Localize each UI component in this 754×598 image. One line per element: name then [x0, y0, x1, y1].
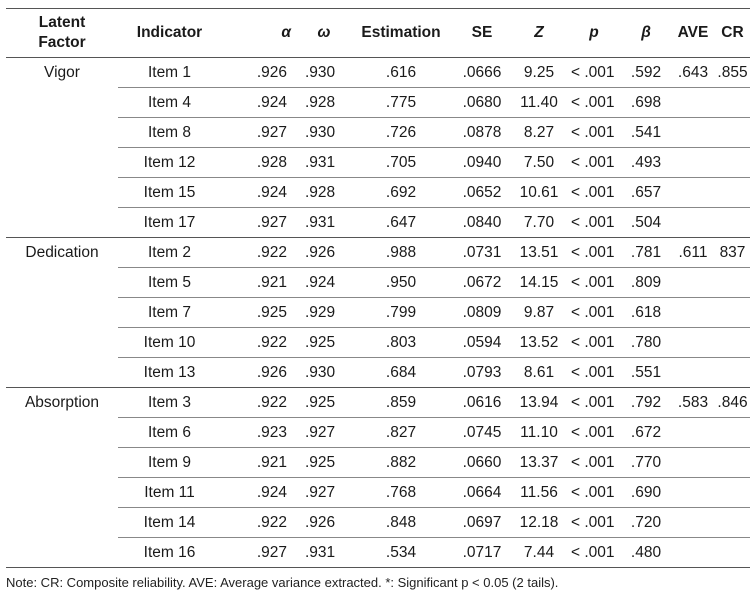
- cell-factor: [6, 358, 118, 388]
- cell-estimation: .647: [349, 208, 453, 238]
- cell-ave: [671, 268, 715, 298]
- cell-omega: .927: [299, 478, 349, 508]
- table-row: [6, 418, 750, 448]
- cell-cr: [715, 178, 750, 208]
- cell-p: < .001: [567, 58, 621, 88]
- cell-omega: .930: [299, 118, 349, 148]
- cell-z: 13.37: [511, 448, 567, 478]
- cell-z: 14.15: [511, 268, 567, 298]
- cell-factor: [6, 88, 118, 118]
- cell-z: 9.87: [511, 298, 567, 328]
- cell-beta: .720: [621, 508, 671, 538]
- cell-se: .0717: [453, 538, 511, 568]
- cell-beta: .780: [621, 328, 671, 358]
- cell-se: .0652: [453, 178, 511, 208]
- cell-p: < .001: [567, 328, 621, 358]
- cell-alpha: .928: [221, 148, 299, 178]
- header-latent-factor-line1: Latent: [38, 14, 86, 31]
- cell-alpha: .923: [221, 418, 299, 448]
- cell-indicator: Item 1: [118, 58, 221, 88]
- cell-z: 13.52: [511, 328, 567, 358]
- cell-cr: [715, 508, 750, 538]
- cell-omega: .928: [299, 88, 349, 118]
- cell-factor: [6, 418, 118, 448]
- cell-z: 7.50: [511, 148, 567, 178]
- cell-omega: .925: [299, 388, 349, 418]
- table-row: [6, 448, 750, 478]
- table-row: [6, 178, 750, 208]
- header-p: p: [567, 9, 621, 58]
- cell-p: < .001: [567, 448, 621, 478]
- cell-indicator: Item 4: [118, 88, 221, 118]
- cell-alpha: .922: [221, 508, 299, 538]
- table-row: [6, 358, 750, 388]
- cell-factor: [6, 508, 118, 538]
- cell-z: 13.51: [511, 238, 567, 268]
- table-row: [6, 298, 750, 328]
- cell-beta: .690: [621, 478, 671, 508]
- cell-alpha: .924: [221, 478, 299, 508]
- header-estimation: Estimation: [349, 9, 453, 58]
- cell-cr: [715, 358, 750, 388]
- cell-estimation: .799: [349, 298, 453, 328]
- cell-alpha: .922: [221, 238, 299, 268]
- cell-factor: [6, 148, 118, 178]
- cell-omega: .931: [299, 148, 349, 178]
- cell-estimation: .859: [349, 388, 453, 418]
- cell-factor: [6, 268, 118, 298]
- cell-estimation: .775: [349, 88, 453, 118]
- cell-se: .0664: [453, 478, 511, 508]
- cell-ave: [671, 118, 715, 148]
- cell-se: .0878: [453, 118, 511, 148]
- cell-ave: [671, 298, 715, 328]
- cell-factor: [6, 178, 118, 208]
- header-latent-factor: [6, 9, 118, 58]
- cell-indicator: Item 14: [118, 508, 221, 538]
- cell-omega: .925: [299, 448, 349, 478]
- cell-beta: .618: [621, 298, 671, 328]
- cell-omega: .925: [299, 328, 349, 358]
- cell-cr: [715, 328, 750, 358]
- cell-ave: .643: [671, 58, 715, 88]
- cell-cr: [715, 208, 750, 238]
- cell-cr: [715, 118, 750, 148]
- header-omega: ω: [299, 9, 349, 58]
- cell-indicator: Item 16: [118, 538, 221, 568]
- cell-factor: [6, 118, 118, 148]
- header-ave: AVE: [671, 9, 715, 58]
- cell-p: < .001: [567, 388, 621, 418]
- cell-cr: .855: [715, 58, 750, 88]
- cell-cr: [715, 538, 750, 568]
- cell-indicator: Item 13: [118, 358, 221, 388]
- table-body: [6, 58, 750, 568]
- cell-beta: .781: [621, 238, 671, 268]
- cell-indicator: Item 2: [118, 238, 221, 268]
- cell-p: < .001: [567, 538, 621, 568]
- cell-se: .0793: [453, 358, 511, 388]
- cell-z: 11.10: [511, 418, 567, 448]
- cell-beta: .792: [621, 388, 671, 418]
- cell-se: .0660: [453, 448, 511, 478]
- cell-alpha: .927: [221, 208, 299, 238]
- cell-omega: .926: [299, 508, 349, 538]
- cell-cr: [715, 478, 750, 508]
- cell-ave: [671, 208, 715, 238]
- cfa-results-table: [6, 8, 750, 568]
- cell-cr: [715, 268, 750, 298]
- cell-beta: .770: [621, 448, 671, 478]
- cell-beta: .698: [621, 88, 671, 118]
- cell-omega: .930: [299, 358, 349, 388]
- table-row: [6, 238, 750, 268]
- cell-alpha: .921: [221, 268, 299, 298]
- table-row: [6, 88, 750, 118]
- cell-alpha: .925: [221, 298, 299, 328]
- cell-omega: .924: [299, 268, 349, 298]
- header-se: SE: [453, 9, 511, 58]
- cell-factor: [6, 328, 118, 358]
- cell-indicator: Item 7: [118, 298, 221, 328]
- cell-estimation: .616: [349, 58, 453, 88]
- table-row: [6, 508, 750, 538]
- cell-z: 8.27: [511, 118, 567, 148]
- cell-indicator: Item 9: [118, 448, 221, 478]
- header-row: [6, 9, 750, 58]
- cell-ave: [671, 478, 715, 508]
- cell-ave: [671, 538, 715, 568]
- table-row: [6, 388, 750, 418]
- cell-p: < .001: [567, 148, 621, 178]
- cell-se: .0616: [453, 388, 511, 418]
- cell-omega: .929: [299, 298, 349, 328]
- cell-factor: [6, 448, 118, 478]
- cell-cr: [715, 148, 750, 178]
- cell-beta: .541: [621, 118, 671, 148]
- cell-omega: .927: [299, 418, 349, 448]
- cell-cr: [715, 88, 750, 118]
- cell-estimation: .848: [349, 508, 453, 538]
- cell-p: < .001: [567, 208, 621, 238]
- cell-omega: .926: [299, 238, 349, 268]
- cell-factor: [6, 298, 118, 328]
- cell-estimation: .988: [349, 238, 453, 268]
- cell-beta: .657: [621, 178, 671, 208]
- cell-indicator: Item 3: [118, 388, 221, 418]
- cell-estimation: .534: [349, 538, 453, 568]
- cell-se: .0731: [453, 238, 511, 268]
- cell-cr: [715, 418, 750, 448]
- cell-p: < .001: [567, 478, 621, 508]
- cell-beta: .504: [621, 208, 671, 238]
- cell-estimation: .768: [349, 478, 453, 508]
- cell-omega: .931: [299, 208, 349, 238]
- table-note: Note: CR: Composite reliability. AVE: Average variance extracted. *: Significant p < 0.05 (2 tails).: [6, 575, 559, 590]
- table-row: [6, 208, 750, 238]
- table-row: [6, 148, 750, 178]
- cell-estimation: .705: [349, 148, 453, 178]
- cell-cr: .846: [715, 388, 750, 418]
- cell-factor: [6, 208, 118, 238]
- cell-ave: .611: [671, 238, 715, 268]
- cell-indicator: Item 8: [118, 118, 221, 148]
- cell-se: .0940: [453, 148, 511, 178]
- cell-z: 7.70: [511, 208, 567, 238]
- cell-estimation: .950: [349, 268, 453, 298]
- cell-z: 12.18: [511, 508, 567, 538]
- cell-alpha: .926: [221, 358, 299, 388]
- cell-alpha: .922: [221, 388, 299, 418]
- cell-p: < .001: [567, 88, 621, 118]
- cell-p: < .001: [567, 118, 621, 148]
- table-header: [6, 9, 750, 58]
- cell-p: < .001: [567, 418, 621, 448]
- cell-p: < .001: [567, 508, 621, 538]
- cell-beta: .672: [621, 418, 671, 448]
- cell-alpha: .921: [221, 448, 299, 478]
- cell-estimation: .803: [349, 328, 453, 358]
- cell-estimation: .684: [349, 358, 453, 388]
- cell-ave: [671, 508, 715, 538]
- cell-se: .0745: [453, 418, 511, 448]
- cell-cr: [715, 448, 750, 478]
- cell-factor: [6, 478, 118, 508]
- cell-indicator: Item 15: [118, 178, 221, 208]
- cell-p: < .001: [567, 298, 621, 328]
- header-z: Z: [511, 9, 567, 58]
- cell-p: < .001: [567, 358, 621, 388]
- cell-indicator: Item 10: [118, 328, 221, 358]
- cell-se: .0594: [453, 328, 511, 358]
- cell-z: 11.40: [511, 88, 567, 118]
- cell-alpha: .926: [221, 58, 299, 88]
- cell-factor: Absorption: [24, 393, 100, 411]
- table-row: [6, 328, 750, 358]
- cell-indicator: Item 17: [118, 208, 221, 238]
- cell-factor: [6, 538, 118, 568]
- cell-p: < .001: [567, 178, 621, 208]
- cell-ave: .583: [671, 388, 715, 418]
- cell-se: .0666: [453, 58, 511, 88]
- cell-factor: Dedication: [25, 243, 99, 261]
- table-row: [6, 478, 750, 508]
- header-latent-factor-line2: Factor: [38, 34, 86, 51]
- cell-z: 7.44: [511, 538, 567, 568]
- cell-beta: .493: [621, 148, 671, 178]
- header-beta: β: [621, 9, 671, 58]
- cell-se: .0697: [453, 508, 511, 538]
- cell-ave: [671, 88, 715, 118]
- cell-beta: .551: [621, 358, 671, 388]
- cell-estimation: .692: [349, 178, 453, 208]
- cell-alpha: .927: [221, 538, 299, 568]
- cell-p: < .001: [567, 238, 621, 268]
- cell-z: 13.94: [511, 388, 567, 418]
- cell-ave: [671, 418, 715, 448]
- cell-ave: [671, 148, 715, 178]
- cell-alpha: .927: [221, 118, 299, 148]
- cell-indicator: Item 11: [118, 478, 221, 508]
- cell-alpha: .924: [221, 178, 299, 208]
- cell-beta: .809: [621, 268, 671, 298]
- cell-beta: .592: [621, 58, 671, 88]
- cell-estimation: .726: [349, 118, 453, 148]
- cell-omega: .930: [299, 58, 349, 88]
- cell-ave: [671, 178, 715, 208]
- cell-alpha: .924: [221, 88, 299, 118]
- cell-se: .0809: [453, 298, 511, 328]
- cell-z: 11.56: [511, 478, 567, 508]
- cell-z: 9.25: [511, 58, 567, 88]
- cell-z: 10.61: [511, 178, 567, 208]
- cell-ave: [671, 448, 715, 478]
- cell-indicator: Item 6: [118, 418, 221, 448]
- cell-alpha: .922: [221, 328, 299, 358]
- header-indicator: Indicator: [118, 9, 221, 58]
- cell-estimation: .827: [349, 418, 453, 448]
- table-row: [6, 58, 750, 88]
- header-alpha: α: [221, 9, 299, 58]
- table-row: [6, 118, 750, 148]
- cell-cr: 837: [715, 238, 750, 268]
- cell-omega: .928: [299, 178, 349, 208]
- cell-z: 8.61: [511, 358, 567, 388]
- cell-p: < .001: [567, 268, 621, 298]
- header-cr: CR: [715, 9, 750, 58]
- cell-indicator: Item 12: [118, 148, 221, 178]
- cell-ave: [671, 328, 715, 358]
- cell-factor: Vigor: [44, 63, 80, 81]
- cell-estimation: .882: [349, 448, 453, 478]
- cell-cr: [715, 298, 750, 328]
- table-row: [6, 538, 750, 568]
- cell-se: .0672: [453, 268, 511, 298]
- cell-beta: .480: [621, 538, 671, 568]
- cell-se: .0840: [453, 208, 511, 238]
- cell-omega: .931: [299, 538, 349, 568]
- table-row: [6, 268, 750, 298]
- cell-indicator: Item 5: [118, 268, 221, 298]
- cell-ave: [671, 358, 715, 388]
- cell-se: .0680: [453, 88, 511, 118]
